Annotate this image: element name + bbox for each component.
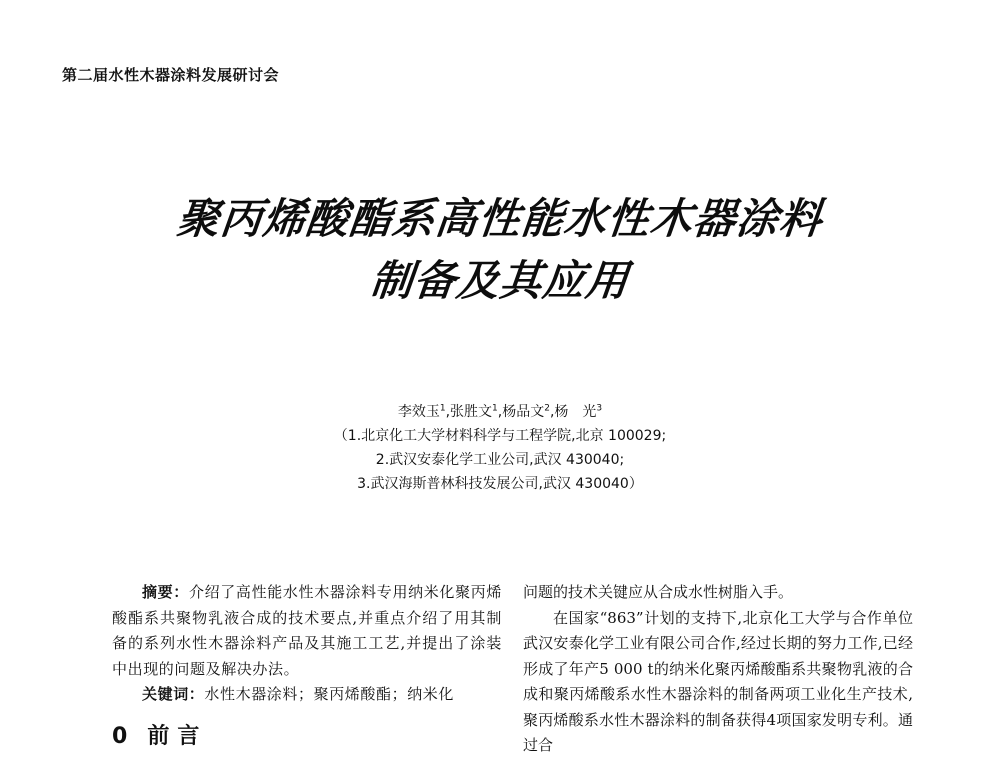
section-number: 0 bbox=[112, 723, 130, 749]
right-column bbox=[523, 580, 913, 759]
author-name: 张胜文 bbox=[450, 404, 493, 420]
keywords-label: 关键词： bbox=[142, 685, 205, 703]
author-affiliation-mark: 1 bbox=[492, 403, 498, 414]
author-name: 杨品文 bbox=[502, 404, 545, 420]
title-line-2: 制备及其应用 bbox=[368, 256, 632, 305]
affiliation-2: 2.武汉安泰化学工业公司,武汉 430040; bbox=[375, 452, 625, 468]
author-affiliation-mark: 3 bbox=[596, 403, 603, 414]
author-affiliation-mark: 2 bbox=[544, 403, 550, 414]
abstract-label: 摘要： bbox=[142, 583, 189, 601]
keywords-text: 水性木器涂料；聚丙烯酸酯；纳米化 bbox=[204, 685, 455, 703]
author-name: 杨 光 bbox=[554, 404, 597, 420]
affiliation-3: 3.武汉海斯普林科技发展公司,武汉 430040） bbox=[357, 476, 643, 492]
authors-block bbox=[0, 400, 1000, 496]
running-header: 第二届水性木器涂料发展研讨会 bbox=[62, 66, 280, 84]
body-paragraph-1: 问题的技术关键应从合成水性树脂入手。 bbox=[523, 583, 794, 601]
author-separator: , bbox=[497, 404, 503, 420]
left-column bbox=[112, 580, 502, 749]
abstract-text: 介绍了高性能水性木器涂料专用纳米化聚丙烯酸酯系共聚物乳液合成的技术要点,并重点介绍了用其制备的系列水性木器涂料产品及其施工工艺,并提出了涂装中出现的问题及解决办法。 bbox=[112, 583, 502, 678]
author-separator: , bbox=[445, 404, 451, 420]
affiliation-1: （1.北京化工大学材料科学与工程学院,北京 100029; bbox=[333, 428, 667, 444]
author-list bbox=[0, 400, 1000, 424]
author-name: 李效玉 bbox=[397, 404, 440, 420]
keywords bbox=[112, 682, 502, 708]
author-separator: , bbox=[549, 404, 555, 420]
title-line-1: 聚丙烯酸酯系高性能水性木器涂料 bbox=[174, 194, 825, 243]
section-heading bbox=[112, 724, 502, 750]
abstract bbox=[112, 580, 502, 682]
author-affiliation-mark: 1 bbox=[439, 403, 446, 414]
section-title: 前言 bbox=[147, 723, 208, 749]
body-paragraph-2: 在国家“863”计划的支持下,北京化工大学与合作单位武汉安泰化学工业有限公司合作,经过长期的努力工作,已经形成了年产5 000 t的纳米化聚丙烯酸酯系共聚物乳液的合成和聚丙烯酸系水性木器涂料的制备两项工业化生产技术,聚丙烯酸系水性木器涂料的制备获得4项国家发明专利。通过合 bbox=[523, 608, 913, 754]
